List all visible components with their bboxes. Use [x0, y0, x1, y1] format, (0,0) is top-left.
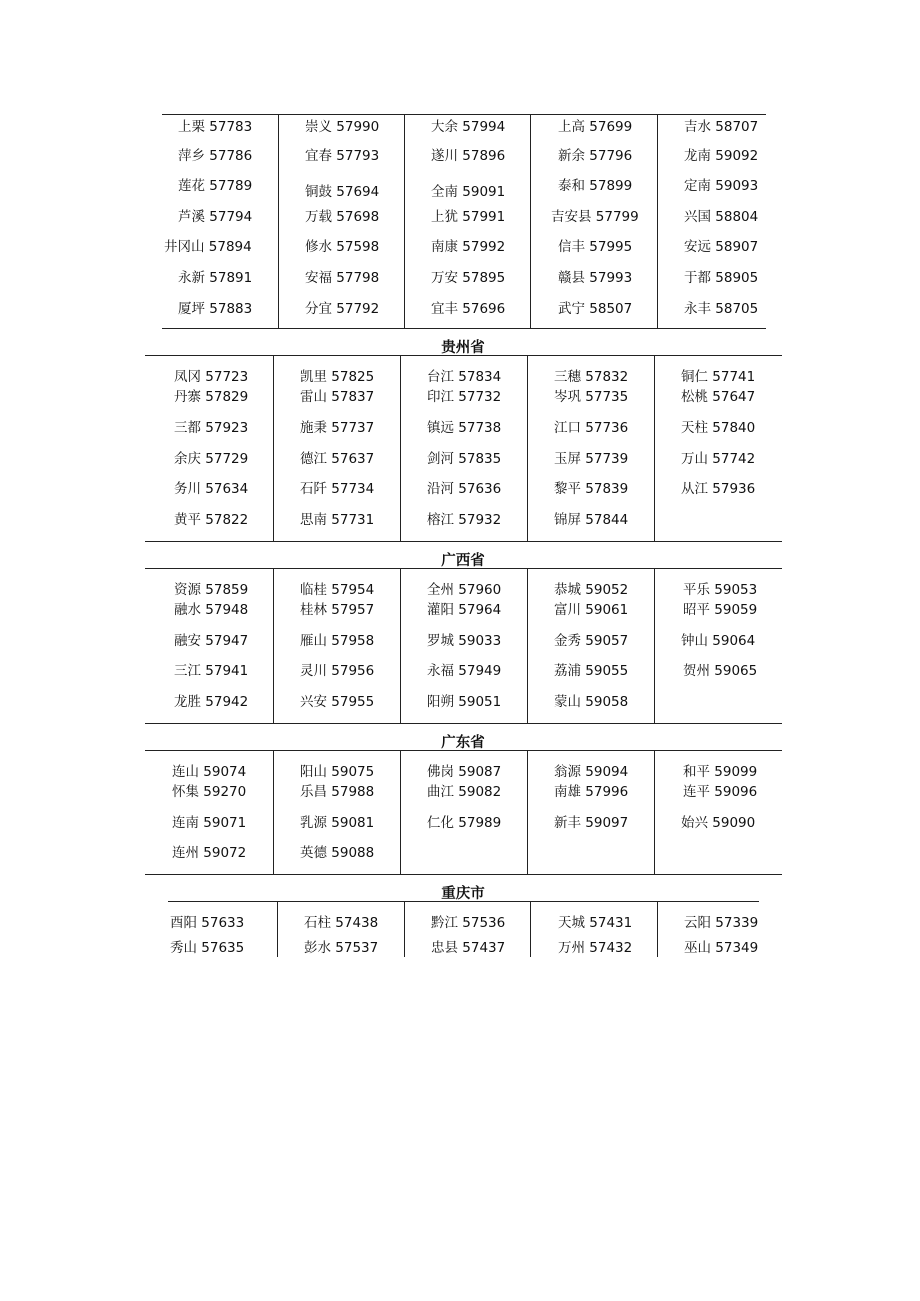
station-cell: 罗城 59033 [427, 633, 502, 649]
station-cell: 沿河 57636 [427, 481, 502, 497]
station-cell: 恭城 59052 [554, 582, 629, 598]
station-cell: 施秉 57737 [300, 420, 375, 436]
station-cell: 剑河 57835 [427, 451, 502, 467]
station-cell: 富川 59061 [554, 602, 629, 618]
table-column [527, 569, 655, 723]
station-cell: 德江 57637 [300, 451, 375, 467]
station-cell: 金秀 59057 [554, 633, 629, 649]
station-cell: 新余 57796 [558, 148, 633, 164]
station-cell: 天城 57431 [558, 915, 633, 931]
table-column [530, 902, 658, 957]
station-cell: 分宜 57792 [305, 301, 380, 317]
table-column [277, 902, 405, 957]
guangdong-table [145, 750, 782, 875]
station-cell: 三穗 57832 [554, 369, 629, 385]
station-cell: 万山 57742 [681, 451, 756, 467]
station-cell: 荔浦 59055 [554, 663, 629, 679]
station-cell: 资源 57859 [174, 582, 249, 598]
station-cell: 龙南 59092 [684, 148, 759, 164]
station-cell: 阳朔 59051 [427, 694, 502, 710]
station-cell: 上栗 57783 [178, 119, 253, 135]
station-cell: 秀山 57635 [170, 940, 245, 956]
station-cell: 英德 59088 [300, 845, 375, 861]
station-cell: 天柱 57840 [681, 420, 756, 436]
station-cell: 安福 57798 [305, 270, 380, 286]
jiangxi-table [162, 114, 766, 329]
station-cell: 万安 57895 [431, 270, 506, 286]
station-cell: 定南 59093 [684, 178, 759, 194]
chongqing-table [168, 901, 759, 957]
station-cell: 三都 57923 [174, 420, 249, 436]
station-cell: 万州 57432 [558, 940, 633, 956]
station-cell: 玉屏 57739 [554, 451, 629, 467]
station-cell: 台江 57834 [427, 369, 502, 385]
station-cell: 昭平 59059 [683, 602, 758, 618]
station-cell: 新丰 59097 [554, 815, 629, 831]
station-cell: 兴安 57955 [300, 694, 375, 710]
table-column [404, 902, 531, 957]
table-column [162, 115, 278, 328]
table-column [273, 751, 401, 874]
station-cell: 镇远 57738 [427, 420, 502, 436]
station-cell: 巫山 57349 [684, 940, 759, 956]
station-cell: 芦溪 57794 [178, 209, 253, 225]
station-cell: 榕江 57932 [427, 512, 502, 528]
station-cell: 永新 57891 [178, 270, 253, 286]
station-cell: 兴国 58804 [684, 209, 759, 225]
station-cell: 三江 57941 [174, 663, 249, 679]
station-cell: 曲江 59082 [427, 784, 502, 800]
station-cell: 仁化 57989 [427, 815, 502, 831]
station-cell: 江口 57736 [554, 420, 629, 436]
station-cell: 佛岗 59087 [427, 764, 502, 780]
station-cell: 云阳 57339 [684, 915, 759, 931]
station-cell: 泰和 57899 [558, 178, 633, 194]
section-title-guangdong: 广东省 [441, 735, 485, 751]
station-cell: 灵川 57956 [300, 663, 375, 679]
station-cell: 钟山 59064 [681, 633, 756, 649]
table-column [145, 569, 273, 723]
station-cell: 石柱 57438 [304, 915, 379, 931]
table-column [168, 902, 277, 957]
station-cell: 酉阳 57633 [170, 915, 245, 931]
section-title-guizhou: 贵州省 [441, 340, 485, 356]
station-cell: 彭水 57537 [304, 940, 379, 956]
station-cell: 连平 59096 [683, 784, 758, 800]
station-cell: 从江 57936 [681, 481, 756, 497]
table-column [527, 751, 655, 874]
station-cell: 阳山 59075 [300, 764, 375, 780]
station-cell: 凤冈 57723 [174, 369, 249, 385]
station-cell: 余庆 57729 [174, 451, 249, 467]
station-cell: 赣县 57993 [558, 270, 633, 286]
table-column [654, 356, 783, 541]
station-cell: 崇义 57990 [305, 119, 380, 135]
guizhou-table [145, 355, 782, 542]
station-cell: 连州 59072 [172, 845, 247, 861]
station-cell: 大余 57994 [431, 119, 506, 135]
table-column [657, 115, 767, 328]
table-column [400, 356, 528, 541]
station-cell: 南雄 57996 [554, 784, 629, 800]
table-column [404, 115, 531, 328]
station-cell: 宜春 57793 [305, 148, 380, 164]
section-title-guangxi: 广西省 [441, 553, 485, 569]
station-cell: 松桃 57647 [681, 389, 756, 405]
station-cell: 黔江 57536 [431, 915, 506, 931]
station-cell: 凯里 57825 [300, 369, 375, 385]
station-cell: 南康 57992 [431, 239, 506, 255]
section-title-chongqing: 重庆市 [441, 886, 485, 902]
station-cell: 思南 57731 [300, 512, 375, 528]
station-cell: 连南 59071 [172, 815, 247, 831]
guangxi-table [145, 568, 782, 724]
table-column [654, 751, 783, 874]
station-cell: 吉安县 57799 [551, 209, 639, 225]
station-cell: 全州 57960 [427, 582, 502, 598]
station-cell: 莲花 57789 [178, 178, 253, 194]
table-column [654, 569, 783, 723]
station-cell: 宜丰 57696 [431, 301, 506, 317]
station-cell: 平乐 59053 [683, 582, 758, 598]
station-cell: 井冈山 57894 [164, 239, 252, 255]
station-cell: 雷山 57837 [300, 389, 375, 405]
station-cell: 遂川 57896 [431, 148, 506, 164]
station-cell: 锦屏 57844 [554, 512, 629, 528]
station-cell: 修水 57598 [305, 239, 380, 255]
station-cell: 萍乡 57786 [178, 148, 253, 164]
station-cell: 永丰 58705 [684, 301, 759, 317]
station-cell: 雁山 57958 [300, 633, 375, 649]
station-cell: 石阡 57734 [300, 481, 375, 497]
table-column [400, 569, 528, 723]
table-column [530, 115, 658, 328]
station-cell: 翁源 59094 [554, 764, 629, 780]
table-column [527, 356, 655, 541]
station-cell: 武宁 58507 [558, 301, 633, 317]
table-column [400, 751, 528, 874]
station-cell: 吉水 58707 [684, 119, 759, 135]
station-cell: 铜鼓 57694 [305, 184, 380, 200]
station-cell: 黎平 57839 [554, 481, 629, 497]
table-column [145, 356, 273, 541]
station-cell: 贺州 59065 [683, 663, 758, 679]
station-cell: 连山 59074 [172, 764, 247, 780]
station-cell: 始兴 59090 [681, 815, 756, 831]
table-column [273, 569, 401, 723]
station-cell: 上高 57699 [558, 119, 633, 135]
station-cell: 万载 57698 [305, 209, 380, 225]
station-cell: 融安 57947 [174, 633, 249, 649]
station-cell: 和平 59099 [683, 764, 758, 780]
station-cell: 蒙山 59058 [554, 694, 629, 710]
table-column [273, 356, 401, 541]
table-column [278, 115, 405, 328]
station-cell: 印江 57732 [427, 389, 502, 405]
station-cell: 铜仁 57741 [681, 369, 756, 385]
station-cell: 全南 59091 [431, 184, 506, 200]
station-cell: 永福 57949 [427, 663, 502, 679]
station-cell: 乳源 59081 [300, 815, 375, 831]
station-cell: 上犹 57991 [431, 209, 506, 225]
station-cell: 忠县 57437 [431, 940, 506, 956]
station-cell: 于都 58905 [684, 270, 759, 286]
station-cell: 丹寨 57829 [174, 389, 249, 405]
station-cell: 岑巩 57735 [554, 389, 629, 405]
table-column [657, 902, 760, 957]
station-cell: 融水 57948 [174, 602, 249, 618]
station-cell: 厦坪 57883 [178, 301, 253, 317]
station-cell: 安远 58907 [684, 239, 759, 255]
station-cell: 桂林 57957 [300, 602, 375, 618]
station-cell: 黄平 57822 [174, 512, 249, 528]
station-cell: 龙胜 57942 [174, 694, 249, 710]
station-cell: 灌阳 57964 [427, 602, 502, 618]
station-cell: 务川 57634 [174, 481, 249, 497]
station-cell: 乐昌 57988 [300, 784, 375, 800]
table-column [145, 751, 273, 874]
station-cell: 临桂 57954 [300, 582, 375, 598]
station-cell: 怀集 59270 [172, 784, 247, 800]
station-cell: 信丰 57995 [558, 239, 633, 255]
